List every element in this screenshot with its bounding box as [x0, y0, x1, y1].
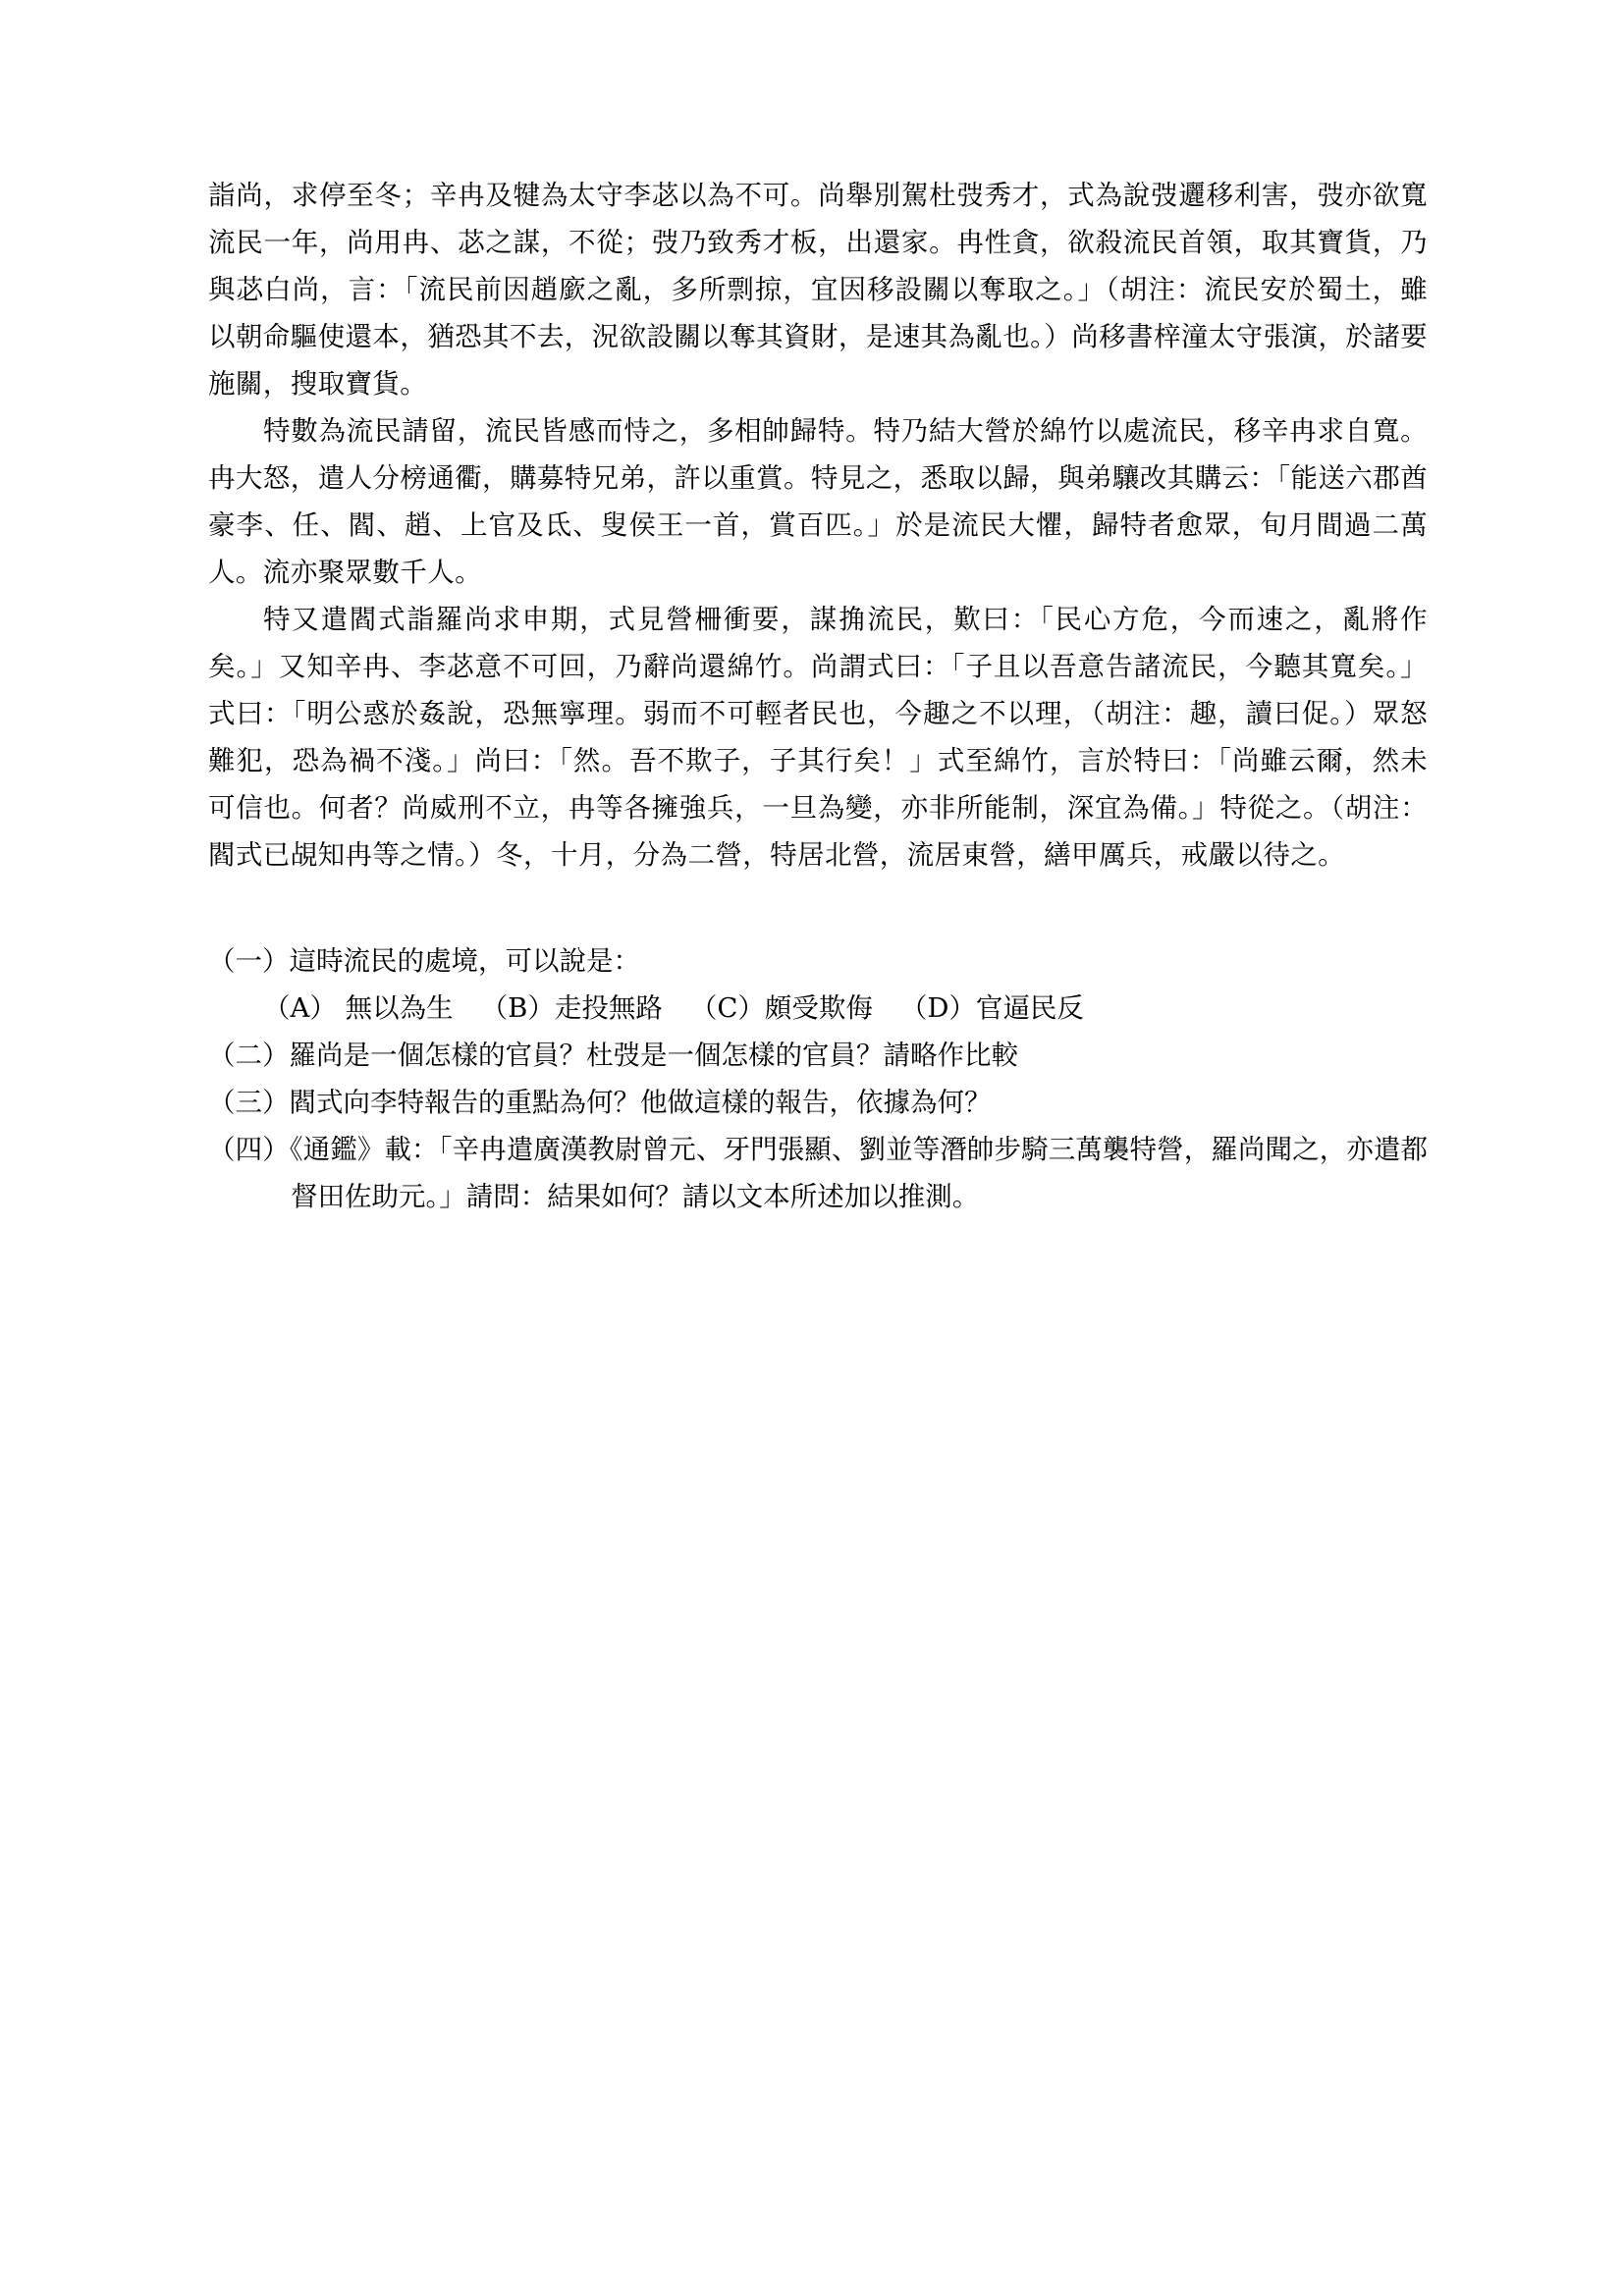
question-list — [208, 937, 1428, 1220]
question-text-3: 閻式向李特報告的重點為何？他做這樣的報告，依據為何？ — [289, 1087, 992, 1118]
question-number-3: （三） — [208, 1087, 290, 1118]
question-options — [263, 985, 1428, 1032]
question-text-2: 羅尚是一個怎樣的官員？杜弢是一個怎樣的官員？請略作比較 — [289, 1040, 1018, 1071]
question-text-4: 《通鑑》載：「辛冉遣廣漢教尉曾元、牙門張顯、劉並等潛帥步騎三萬襲特營，羅尚聞之，亦遣都督田佐助元。」請問：結果如何？請以文本所述加以推測。 — [289, 1134, 1429, 1212]
question-number-1: （一） — [208, 945, 290, 977]
passage-body — [208, 172, 1428, 879]
option-b[interactable]: （B）走投無路 — [480, 992, 663, 1024]
passage-paragraph-2: 特數為流民請留，流民皆感而恃之，多相帥歸特。特乃結大營於綿竹以處流民，移辛冉求自寬。冉大怒，遣人分榜通衢，購募特兄弟，許以重賞。特見之，悉取以歸，與弟驤改其購云：「能送六郡酋豪李、任、閻、趙、上官及氐、叟侯王一首，賞百匹。」於是流民大懼，歸特者愈眾，旬月間過二萬人。流亦聚眾數千人。 — [208, 415, 1428, 588]
question-item-1 — [208, 937, 1428, 985]
question-item-3 — [208, 1079, 1428, 1126]
passage-paragraph-1: 詣尚，求停至冬；辛冉及犍為太守李苾以為不可。尚舉別駕杜弢秀才，式為說弢邐移利害，弢亦欲寬流民一年，尚用冉、苾之謀，不從；弢乃致秀才板，出還家。冉性貪，欲殺流民首領，取其寶貨，乃與苾白尚，言：「流民前因趙廞之亂，多所剽掠，宜因移設關以奪取之。」（胡注：流民安於蜀土，雖以朝命驅使還本，猶恐其不去，況欲設關以奪其資財，是速其為亂也。）尚移書梓潼太守張演，於諸要施關，搜取寶貨。 — [208, 180, 1428, 400]
question-number-2: （二） — [208, 1040, 290, 1071]
option-a[interactable]: （A） 無以為生 — [263, 992, 454, 1024]
question-item-2 — [208, 1032, 1428, 1079]
question-text-1: 這時流民的處境，可以說是： — [289, 945, 640, 977]
option-c[interactable]: （C）頗受欺侮 — [689, 992, 873, 1024]
question-item-4 — [208, 1126, 1428, 1220]
question-number-4: （四） — [208, 1134, 290, 1165]
option-d[interactable]: （D）官逼民反 — [899, 992, 1084, 1024]
passage-paragraph-3: 特又遣閻式詣羅尚求申期，式見營柵衝要，謀捔流民，歎曰：「民心方危，今而速之，亂將作矣。」又知辛冉、李苾意不可回，乃辭尚還綿竹。尚謂式曰：「子且以吾意告諸流民，今聽其寬矣。」式曰：「明公惑於姦說，恐無寧理。弱而不可輕者民也，今趣之不以理，（胡注：趣，讀曰促。）眾怒難犯，恐為禍不淺。」尚曰：「然。吾不欺子，子其行矣！」式至綿竹，言於特曰：「尚雖云爾，然未可信也。何者？尚威刑不立，冉等各擁強兵，一旦為變，亦非所能制，深宜為備。」特從之。（胡注：閻式已覘知冉等之情。）冬，十月，分為二營，特居北營，流居東營，繕甲厲兵，戒嚴以待之。 — [208, 604, 1428, 871]
